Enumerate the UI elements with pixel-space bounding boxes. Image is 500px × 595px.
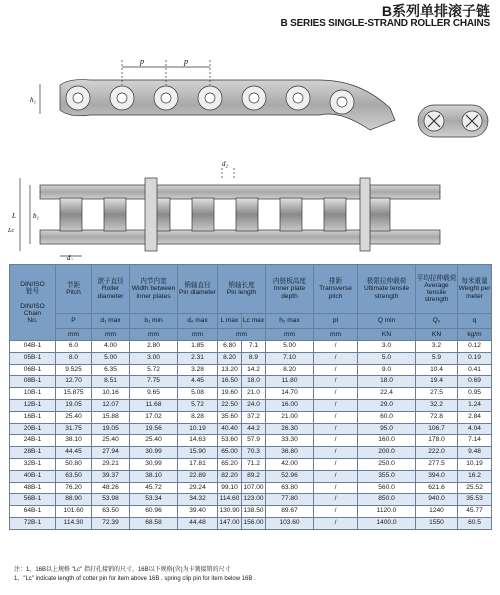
label-b1: b₁ xyxy=(33,212,39,220)
table-cell: 114.60 xyxy=(218,494,242,506)
label-L: L xyxy=(12,212,16,220)
table-cell: 25.52 xyxy=(458,482,492,494)
table-cell: 15.90 xyxy=(178,447,218,459)
table-cell: 45.72 xyxy=(130,482,178,494)
table-cell: 3.00 xyxy=(130,352,178,364)
table-cell: 6.35 xyxy=(92,364,130,376)
chain-no-cell: 56B-1 xyxy=(10,494,56,506)
table-cell: 50.80 xyxy=(56,458,92,470)
table-cell: 8.20 xyxy=(266,364,314,376)
table-cell: 9.0 xyxy=(358,364,416,376)
table-cell: 12.70 xyxy=(56,376,92,388)
table-cell: 19.4 xyxy=(416,376,458,388)
header-pitch: 节距 Pitch xyxy=(56,265,92,314)
table-cell: 99.10 xyxy=(218,482,242,494)
table-cell: 5.72 xyxy=(178,399,218,411)
sym-pin-dia: d₂ max xyxy=(178,314,218,329)
table-cell: / xyxy=(314,423,358,435)
table-cell: 30.99 xyxy=(130,458,178,470)
table-cell: 44.2 xyxy=(242,423,266,435)
table-cell: 12.07 xyxy=(92,399,130,411)
table-cell: 200.0 xyxy=(358,447,416,459)
table-cell: 19.05 xyxy=(92,423,130,435)
table-cell: 19.56 xyxy=(130,423,178,435)
table-cell: 13.20 xyxy=(218,364,242,376)
table-cell: 29.0 xyxy=(358,399,416,411)
table-cell: 52.96 xyxy=(266,470,314,482)
table-cell: 9.525 xyxy=(56,364,92,376)
table-cell: 25.40 xyxy=(130,435,178,447)
table-cell: 1400.0 xyxy=(358,517,416,529)
table-cell: 35.60 xyxy=(218,411,242,423)
header-chain-no xyxy=(10,265,56,341)
table-cell: 160.0 xyxy=(358,435,416,447)
unit-q-min: KN xyxy=(358,329,416,341)
table-cell: 16.50 xyxy=(218,376,242,388)
table-cell: 39.37 xyxy=(92,470,130,482)
table-cell: 7.14 xyxy=(458,435,492,447)
table-cell: 57.9 xyxy=(242,435,266,447)
table-cell: / xyxy=(314,494,358,506)
table-cell: 24.0 xyxy=(242,399,266,411)
table-row xyxy=(10,352,492,364)
chain-no-cell: 10B-1 xyxy=(10,388,56,400)
table-cell: 6.0 xyxy=(56,341,92,353)
table-cell: 9.65 xyxy=(130,388,178,400)
table-cell: 5.9 xyxy=(416,352,458,364)
table-cell: 0.41 xyxy=(458,364,492,376)
table-cell: 1.24 xyxy=(458,399,492,411)
table-cell: 355.0 xyxy=(358,470,416,482)
spec-table xyxy=(9,264,492,530)
table-cell: 25.40 xyxy=(56,411,92,423)
label-d2: d₂ xyxy=(222,160,228,168)
table-row xyxy=(10,376,492,388)
table-cell: 222.0 xyxy=(416,447,458,459)
table-cell: 25.40 xyxy=(92,435,130,447)
table-cell: 21.00 xyxy=(266,411,314,423)
sym-pin-Lc: Lᴄ max xyxy=(242,314,266,329)
table-cell: 3.28 xyxy=(178,364,218,376)
table-cell: 10.19 xyxy=(458,458,492,470)
table-cell: / xyxy=(314,458,358,470)
table-cell: 10.19 xyxy=(178,423,218,435)
table-row xyxy=(10,411,492,423)
table-row xyxy=(10,423,492,435)
chain-no-cell: 64B-1 xyxy=(10,506,56,518)
table-cell: 21.0 xyxy=(242,388,266,400)
table-cell: 37.2 xyxy=(242,411,266,423)
header-pin-diameter: 销轴直径 Pin diameter xyxy=(178,265,218,314)
table-cell: 15.875 xyxy=(56,388,92,400)
table-cell: 0.12 xyxy=(458,341,492,353)
header-transverse-pitch: 排距 Transverse pitch xyxy=(314,265,358,314)
chain-no-cell: 72B-1 xyxy=(10,517,56,529)
table-cell: 60.0 xyxy=(358,411,416,423)
table-cell: 30.99 xyxy=(130,447,178,459)
table-cell: 2.31 xyxy=(178,352,218,364)
table-cell: 14.2 xyxy=(242,364,266,376)
table-cell: 35.53 xyxy=(458,494,492,506)
table-cell: 65.00 xyxy=(218,447,242,459)
table-cell: 4.00 xyxy=(92,341,130,353)
table-cell: 123.00 xyxy=(242,494,266,506)
table-cell: 4.04 xyxy=(458,423,492,435)
notes xyxy=(14,566,494,584)
chain-no-cell: 16B-1 xyxy=(10,411,56,423)
table-cell: 40.40 xyxy=(218,423,242,435)
table-cell: 53.34 xyxy=(130,494,178,506)
table-cell: 621.6 xyxy=(416,482,458,494)
table-cell: 10.16 xyxy=(92,388,130,400)
chain-no-cell: 20B-1 xyxy=(10,423,56,435)
table-cell: 60.5 xyxy=(458,517,492,529)
table-cell: 14.70 xyxy=(266,388,314,400)
table-cell: 5.72 xyxy=(130,364,178,376)
note-english: 1、"Lc" indicate length of cotter pin for item above 16B , spring clip pin for item below 16B . xyxy=(14,576,256,582)
chain-no-cell: 04B-1 xyxy=(10,341,56,353)
table-cell: 65.20 xyxy=(218,458,242,470)
table-cell: 29.24 xyxy=(178,482,218,494)
table-cell: 7.75 xyxy=(130,376,178,388)
table-cell: / xyxy=(314,352,358,364)
table-row xyxy=(10,470,492,482)
table-cell: 76.20 xyxy=(56,482,92,494)
table-row xyxy=(10,482,492,494)
table-cell: 178.0 xyxy=(416,435,458,447)
table-cell: / xyxy=(314,435,358,447)
table-cell: 45.77 xyxy=(458,506,492,518)
table-cell: 27.5 xyxy=(416,388,458,400)
table-row xyxy=(10,494,492,506)
table-cell: 38.10 xyxy=(130,470,178,482)
table-cell: 10.4 xyxy=(416,364,458,376)
page-title xyxy=(281,4,490,29)
table-cell: 31.75 xyxy=(56,423,92,435)
unit-roller: mm xyxy=(92,329,130,341)
table-cell: 72.39 xyxy=(92,517,130,529)
table-cell: 138.50 xyxy=(242,506,266,518)
table-cell: 68.58 xyxy=(130,517,178,529)
unit-plate-depth: mm xyxy=(266,329,314,341)
sym-plate-depth: h₂ max xyxy=(266,314,314,329)
table-cell: 44.45 xyxy=(56,447,92,459)
table-cell: 1120.0 xyxy=(358,506,416,518)
table-row xyxy=(10,399,492,411)
chain-no-cell: 32B-1 xyxy=(10,458,56,470)
table-cell: 11.80 xyxy=(266,376,314,388)
sym-q0: Q₀ xyxy=(416,314,458,329)
table-cell: 0.19 xyxy=(458,352,492,364)
table-cell: / xyxy=(314,517,358,529)
table-cell: / xyxy=(314,470,358,482)
label-d1: d₁ xyxy=(67,254,73,260)
table-cell: / xyxy=(314,411,358,423)
table-row xyxy=(10,341,492,353)
table-cell: 8.0 xyxy=(56,352,92,364)
table-cell: 560.0 xyxy=(358,482,416,494)
table-cell: / xyxy=(314,341,358,353)
unit-width: mm xyxy=(130,329,178,341)
table-cell: 17.02 xyxy=(130,411,178,423)
table-cell: 277.5 xyxy=(416,458,458,470)
label-pitch-2: p xyxy=(184,57,188,66)
spec-table-body xyxy=(10,341,492,530)
sym-roller: d₁ max xyxy=(92,314,130,329)
table-cell: 53.98 xyxy=(92,494,130,506)
header-weight: 每米重量 Weight per meter xyxy=(458,265,492,314)
table-cell: 89.67 xyxy=(266,506,314,518)
table-cell: 8.28 xyxy=(178,411,218,423)
header-pin-length: 销轴长度 Pin length xyxy=(218,265,266,314)
table-cell: 36.80 xyxy=(266,447,314,459)
sym-pitch: P xyxy=(56,314,92,329)
chain-no-cell: 08B-1 xyxy=(10,376,56,388)
header-inner-plate-depth: 内链板高度 Inner plate depth xyxy=(266,265,314,314)
table-cell: 101.60 xyxy=(56,506,92,518)
table-row xyxy=(10,364,492,376)
table-cell: 0.95 xyxy=(458,388,492,400)
table-cell: 103.60 xyxy=(266,517,314,529)
table-cell: 63.50 xyxy=(56,470,92,482)
table-cell: 8.51 xyxy=(92,376,130,388)
table-cell: 5.00 xyxy=(266,341,314,353)
table-cell: 22.4 xyxy=(358,388,416,400)
table-cell: 53.60 xyxy=(218,435,242,447)
table-cell: 3.2 xyxy=(416,341,458,353)
table-cell: 5.08 xyxy=(178,388,218,400)
table-cell: 22.50 xyxy=(218,399,242,411)
table-cell: 106.7 xyxy=(416,423,458,435)
table-cell: / xyxy=(314,447,358,459)
table-cell: 7.10 xyxy=(266,352,314,364)
title-english: B SERIES SINGLE-STRAND ROLLER CHAINS xyxy=(280,17,490,29)
table-cell: / xyxy=(314,399,358,411)
table-cell: 27.94 xyxy=(92,447,130,459)
sym-q-min: Q min xyxy=(358,314,416,329)
table-cell: 3.0 xyxy=(358,341,416,353)
table-cell: 850.0 xyxy=(358,494,416,506)
header-roller-diameter: 滚子直径 Roller diameter xyxy=(92,265,130,314)
table-cell: 8.9 xyxy=(242,352,266,364)
table-cell: 250.0 xyxy=(358,458,416,470)
table-cell: 26.30 xyxy=(266,423,314,435)
header-chain-no-cn: DIN/ISO 链号 DIN/ISO Chain No. xyxy=(20,280,45,324)
table-cell: 63.50 xyxy=(92,506,130,518)
unit-transverse: mm xyxy=(314,329,358,341)
table-row xyxy=(10,435,492,447)
table-cell: 60.96 xyxy=(130,506,178,518)
table-cell: 72.8 xyxy=(416,411,458,423)
sym-pin-L: L max xyxy=(218,314,242,329)
label-Lc: Lᴄ xyxy=(8,228,15,234)
table-cell: 42.00 xyxy=(266,458,314,470)
chain-no-cell: 05B-1 xyxy=(10,352,56,364)
chain-no-cell: 28B-1 xyxy=(10,447,56,459)
sym-width: b₁ min xyxy=(130,314,178,329)
table-cell: / xyxy=(314,506,358,518)
table-cell: 4.45 xyxy=(178,376,218,388)
chain-top-view xyxy=(20,168,440,256)
table-cell: 7.1 xyxy=(242,341,266,353)
table-cell: 9.48 xyxy=(458,447,492,459)
note-chinese: 注：1、16B以上规格 "Lc" 指打孔接销的尺寸，16B以下规格(含)为卡簧接销的尺寸 xyxy=(14,567,231,573)
table-cell: 18.0 xyxy=(358,376,416,388)
table-cell: 33.30 xyxy=(266,435,314,447)
table-cell: 147.00 xyxy=(218,517,242,529)
unit-pin-dia: mm xyxy=(178,329,218,341)
table-cell: 19.05 xyxy=(56,399,92,411)
unit-q0: KN xyxy=(416,329,458,341)
table-cell: 1550 xyxy=(416,517,458,529)
table-cell: 8.20 xyxy=(218,352,242,364)
table-cell: 34.32 xyxy=(178,494,218,506)
table-cell: 17.81 xyxy=(178,458,218,470)
header-average-tensile: 平均拉伸载荷 Average tensile strength xyxy=(416,265,458,314)
table-cell: 29.21 xyxy=(92,458,130,470)
chain-section-icon xyxy=(418,105,488,137)
table-cell: 39.40 xyxy=(178,506,218,518)
table-cell: 114.30 xyxy=(56,517,92,529)
table-cell: 156.00 xyxy=(242,517,266,529)
table-cell: 63.80 xyxy=(266,482,314,494)
chain-no-cell: 48B-1 xyxy=(10,482,56,494)
table-cell: 2.80 xyxy=(130,341,178,353)
table-cell: 0.69 xyxy=(458,376,492,388)
table-cell: / xyxy=(314,364,358,376)
table-cell: 1240 xyxy=(416,506,458,518)
chain-side-view xyxy=(40,60,395,130)
table-cell: 6.80 xyxy=(218,341,242,353)
table-cell: 1.85 xyxy=(178,341,218,353)
table-cell: / xyxy=(314,388,358,400)
table-cell: 11.68 xyxy=(130,399,178,411)
table-cell: 22.89 xyxy=(178,470,218,482)
label-h1: h₁ xyxy=(30,96,36,104)
header-ultimate-tensile: 极限拉伸载荷 Ultimate tensile strength xyxy=(358,265,416,314)
unit-q: kg/m xyxy=(458,329,492,341)
table-cell: 16.00 xyxy=(266,399,314,411)
chain-no-cell: 24B-1 xyxy=(10,435,56,447)
table-row xyxy=(10,388,492,400)
table-cell: 15.88 xyxy=(92,411,130,423)
chain-drawings xyxy=(0,40,500,260)
label-pitch-1: p xyxy=(140,57,144,66)
table-cell: 19.60 xyxy=(218,388,242,400)
table-cell: 16.2 xyxy=(458,470,492,482)
header-inner-width: 内节内宽 Width between inner plates xyxy=(130,265,178,314)
chain-no-cell: 06B-1 xyxy=(10,364,56,376)
table-cell: 5.0 xyxy=(358,352,416,364)
table-cell: 77.80 xyxy=(266,494,314,506)
table-cell: 5.00 xyxy=(92,352,130,364)
table-row xyxy=(10,458,492,470)
chain-no-cell: 40B-1 xyxy=(10,470,56,482)
table-cell: 940.0 xyxy=(416,494,458,506)
table-cell: / xyxy=(314,482,358,494)
table-cell: 14.63 xyxy=(178,435,218,447)
table-cell: 95.0 xyxy=(358,423,416,435)
title-chinese: B系列单排滚子链 xyxy=(381,3,490,19)
table-cell: 130.90 xyxy=(218,506,242,518)
table-cell: 2.84 xyxy=(458,411,492,423)
table-cell: 70.3 xyxy=(242,447,266,459)
table-cell: 38.10 xyxy=(56,435,92,447)
table-cell: 32.2 xyxy=(416,399,458,411)
unit-pin-length: mm xyxy=(218,329,266,341)
chain-no-cell: 12B-1 xyxy=(10,399,56,411)
table-cell: 394.0 xyxy=(416,470,458,482)
table-cell: 18.0 xyxy=(242,376,266,388)
table-cell: / xyxy=(314,376,358,388)
table-cell: 82.20 xyxy=(218,470,242,482)
sym-transverse: pt xyxy=(314,314,358,329)
table-row xyxy=(10,506,492,518)
table-cell: 107.00 xyxy=(242,482,266,494)
table-cell: 71.2 xyxy=(242,458,266,470)
unit-pitch: mm xyxy=(56,329,92,341)
table-cell: 48.26 xyxy=(92,482,130,494)
table-cell: 44.48 xyxy=(178,517,218,529)
sym-q: q xyxy=(458,314,492,329)
table-cell: 88.90 xyxy=(56,494,92,506)
table-row xyxy=(10,517,492,529)
table-row xyxy=(10,447,492,459)
table-cell: 89.2 xyxy=(242,470,266,482)
